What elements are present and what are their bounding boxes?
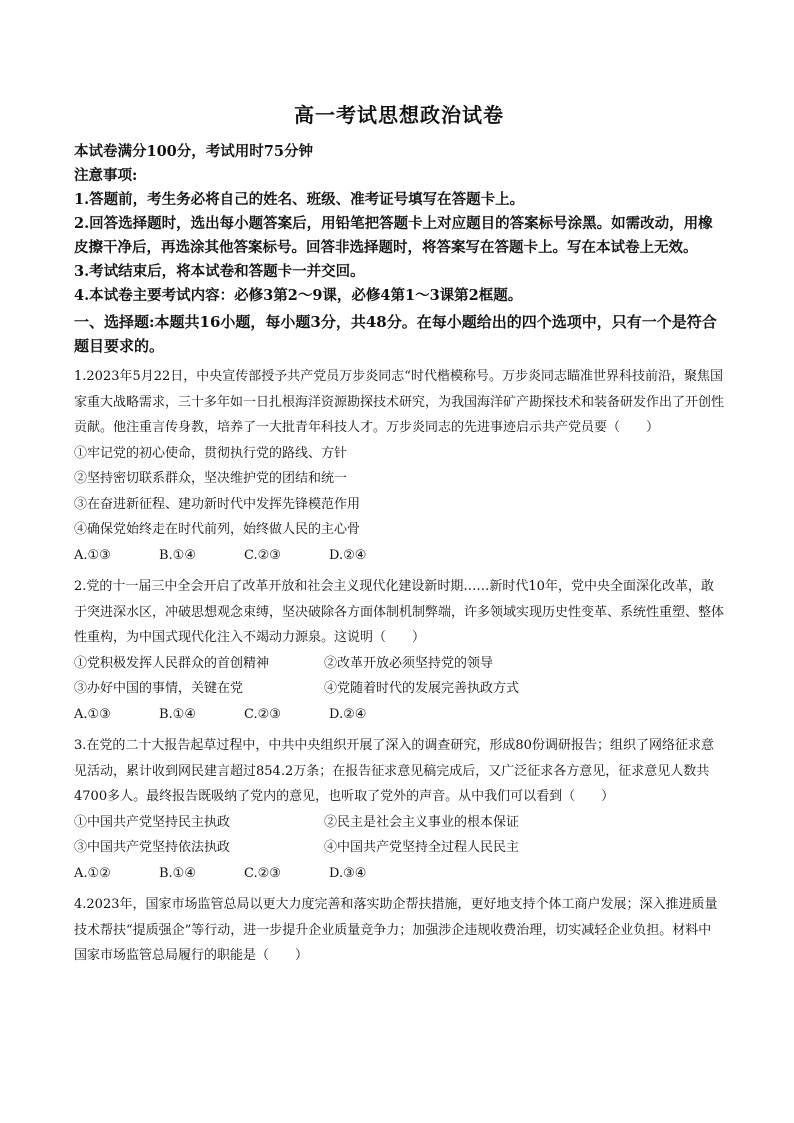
question-3-option-2: ②民主是社会主义事业的根本保证 <box>324 814 520 830</box>
question-2-option-3: ③办好中国的事情，关键在党 <box>74 681 244 696</box>
question-2-options-row-2 <box>74 676 724 702</box>
section-title: 一、选择题:本题共16小题，每小题3分，共48分。在每小题给出的四个选项中，只有一个是符合题目要求的。 <box>74 313 717 355</box>
question-1-option-2: ②坚持密切联系群众，坚决维护党的团结和统一 <box>74 471 348 486</box>
question-1-answer-a: A.①③ <box>74 547 111 563</box>
question-2-answer-c: C.②③ <box>244 706 281 722</box>
question-2-stem: 2.党的十一届三中全会开启了改革开放和社会主义现代化建设新时期……新时代10年，党中央全面深化改革，敢于突进深水区，冲破思想观念束缚，坚决破除各方面体制机制弊端，许多领域实现历史性变革、系统性重塑、整体性重构，为中国式现代化注入不竭动力源泉。这说明（ ） <box>74 579 725 645</box>
question-2-option-2: ②改革开放必须坚持党的领导 <box>324 655 494 671</box>
question-1-option-1: ①牢记党的初心使命，贯彻执行党的路线、方针 <box>74 445 348 461</box>
question-2-option-4: ④党随着时代的发展完善执政方式 <box>324 681 520 696</box>
question-1-option-3: ③在奋进新征程、建功新时代中发挥先锋模范作用 <box>74 496 361 512</box>
question-2-options-row-1 <box>74 651 724 677</box>
question-3-options-row-2 <box>74 835 724 861</box>
question-3-answer-b: B.①④ <box>159 865 196 881</box>
question-1-answer-d: D.②④ <box>329 547 367 563</box>
exam-title: 高一考试思想政治试卷 <box>294 103 504 127</box>
question-1-stem: 1.2023年5月22日，中央宣传部授予共产党员万步炎同志“时代楷模称号。万步炎同志瞄准世界科技前沿，聚焦国家重大战略需求，三十多年如一日扎根海洋资源勘探技术研究，为我国海洋矿产勘探技术和装备研发作出了开创性贡献。他注重言传身教，培养了一大批青年科技人才。万步炎同志的先进事迹启示共产党员要（ ） <box>74 369 725 435</box>
question-4-stem: 4.2023年，国家市场监管总局以更大力度完善和落实助企帮扶措施，更好地支持个体工商户发展；深入推进质量技术帮扶“提质强企”等行动，进一步提升企业质量竞争力；加强涉企违规收费治理，切实减轻企业负担。材料中国家市场监管总局履行的职能是（ ） <box>74 897 718 963</box>
question-3-answer-d: D.③④ <box>329 865 367 881</box>
exam-info: 本试卷满分100分，考试用时75分钟 <box>74 143 313 160</box>
notice-4: 4.本试卷主要考试内容：必修3第2～9课，必修4第1～3课第2框题。 <box>74 287 523 304</box>
exam-page <box>74 100 724 969</box>
question-3-answers <box>74 861 724 887</box>
notice-1: 1.答题前，考生务必将自己的姓名、班级、准考证号填写在答题卡上。 <box>74 191 525 208</box>
question-1-answer-b: B.①④ <box>159 547 196 563</box>
question-3-answer-a: A.①② <box>74 865 111 881</box>
question-3-options-row-1 <box>74 810 724 836</box>
notice-3: 3.考试结束后，将本试卷和答题卡一并交回。 <box>74 263 365 280</box>
notice-2: 2.回答选择题时，选出每小题答案后，用铅笔把答题卡上对应题目的答案标号涂黑。如需改动，用橡皮擦干净后，再选涂其他答案标号。回答非选择题时，将答案写在答题卡上。写在本试卷上无效。 <box>74 215 713 256</box>
question-3-answer-c: C.②③ <box>244 865 281 881</box>
question-1-option-4: ④确保党始终走在时代前列，始终做人民的主心骨 <box>74 522 361 537</box>
question-3-stem: 3.在党的二十大报告起草过程中，中共中央组织开展了深入的调查研究，形成80份调研报告；组织了网络征求意见活动，累计收到网民建言超过854.2万条；在报告征求意见稿完成后，又广泛征求各方意见，征求意见人数共4700多人。最终报告既吸纳了党内的意见，也听取了党外的声音。从中我们可以看到（ ） <box>74 738 714 804</box>
question-3-option-1: ①中国共产党坚持民主执政 <box>74 814 231 830</box>
question-2-answer-b: B.①④ <box>159 706 196 722</box>
question-3-option-4: ④中国共产党坚持全过程人民民主 <box>324 840 520 855</box>
question-1-answers <box>74 543 724 569</box>
question-2-answer-d: D.②④ <box>329 706 367 722</box>
question-1-answer-c: C.②③ <box>244 547 281 563</box>
question-2-answers <box>74 702 724 728</box>
question-2-option-1: ①党积极发挥人民群众的首创精神 <box>74 655 270 671</box>
question-3-option-3: ③中国共产党坚持依法执政 <box>74 840 231 855</box>
question-2-answer-a: A.①③ <box>74 706 111 722</box>
notice-title: 注意事项: <box>74 167 138 184</box>
